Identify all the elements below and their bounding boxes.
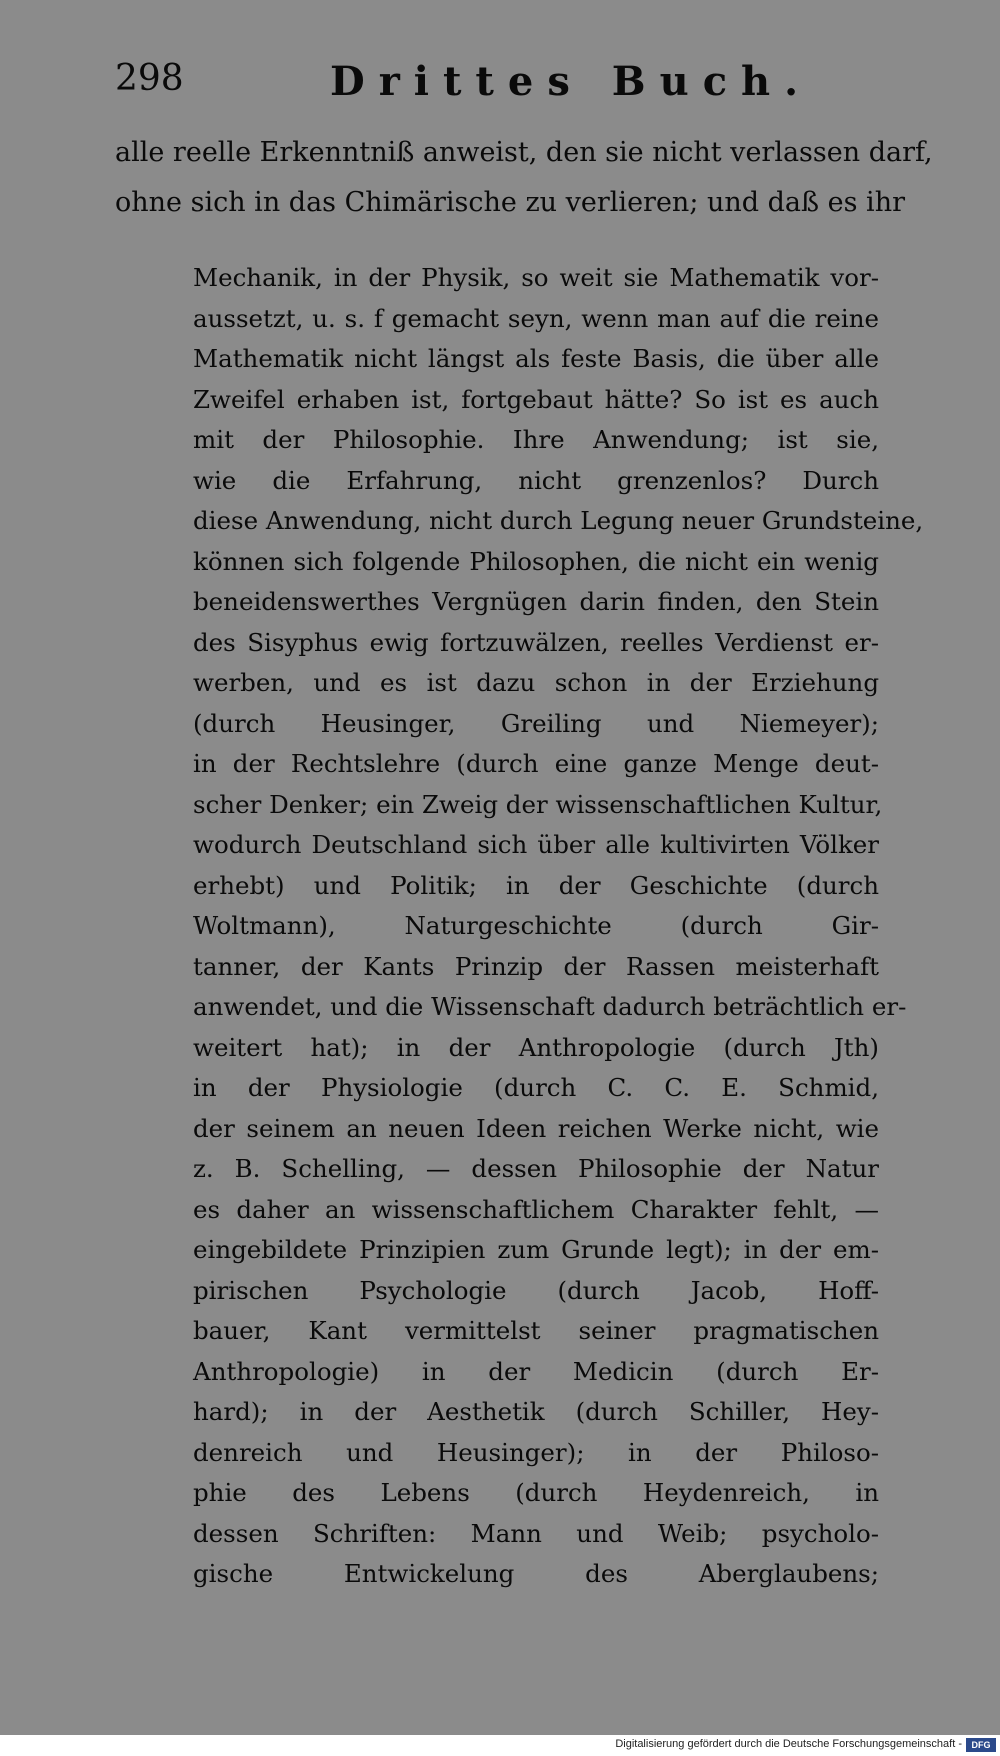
text-line: alle reelle Erkenntniß anweist, den sie nicht verlassen darf, xyxy=(115,137,933,168)
indented-text-block xyxy=(193,258,924,1595)
text-line: (durch Heusinger, Greiling und Niemeyer); xyxy=(193,708,879,738)
text-line: können sich folgende Philosophen, die nicht ein wenig xyxy=(193,546,879,576)
text-line: eingebildete Prinzipien zum Grunde legt); in der em- xyxy=(193,1235,879,1264)
text-line: Woltmann), Naturgeschichte (durch Gir- xyxy=(193,911,879,940)
text-line: z. B. Schelling, — dessen Philosophie der Natur xyxy=(193,1154,879,1183)
text-line: aussetzt, u. s. f gemacht seyn, wenn man auf die reine xyxy=(193,303,879,333)
text-line: diese Anwendung, nicht durch Legung neuer Grundsteine, xyxy=(193,506,924,535)
text-line: ohne sich in das Chimärische zu verlieren; und daß es ihr xyxy=(115,187,905,218)
text-line: bauer, Kant vermittelst seiner pragmatischen xyxy=(193,1316,879,1345)
text-line: anwendet, und die Wissenschaft dadurch beträchtlich er- xyxy=(193,992,907,1021)
text-line: beneidenswerthes Vergnügen darin finden, den Stein xyxy=(193,587,879,616)
text-line: es daher an wissenschaftlichem Charakter fehlt, — xyxy=(193,1194,879,1224)
text-line: hard); in der Aesthetik (durch Schiller, Hey- xyxy=(193,1397,879,1426)
text-line: in der Rechtslehre (durch eine ganze Menge deut- xyxy=(193,749,879,778)
text-line: erhebt) und Politik; in der Geschichte (durch xyxy=(193,870,879,900)
text-line: phie des Lebens (durch Heydenreich, in xyxy=(193,1478,879,1507)
page-header xyxy=(115,58,875,108)
text-line: mit der Philosophie. Ihre Anwendung; ist sie, xyxy=(193,425,879,454)
text-line: wodurch Deutschland sich über alle kultivirten Völker xyxy=(193,830,879,859)
text-line: gische Entwickelung des Aberglaubens; xyxy=(193,1559,879,1588)
text-line: des Sisyphus ewig fortzuwälzen, reelles Verdienst er- xyxy=(193,627,879,657)
running-head: Drittes Buch. xyxy=(330,58,813,105)
text-line: dessen Schriften: Mann und Weib; psycholo- xyxy=(193,1518,879,1548)
text-line: Anthropologie) in der Medicin (durch Er- xyxy=(193,1356,879,1386)
text-line: Mathematik nicht längst als feste Basis, die über alle xyxy=(193,344,879,373)
text-line: in der Physiologie (durch C. C. E. Schmid, xyxy=(193,1073,879,1102)
dfg-logo: DFG xyxy=(966,1738,996,1752)
text-line: Zweifel erhaben ist, fortgebaut hätte? So ist es auch xyxy=(193,384,879,414)
text-line: weitert hat); in der Anthropologie (durch Jth) xyxy=(193,1032,879,1062)
text-line: denreich und Heusinger); in der Philoso- xyxy=(193,1437,879,1467)
page-number: 298 xyxy=(115,58,184,99)
text-line: der seinem an neuen Ideen reichen Werke nicht, wie xyxy=(193,1113,879,1143)
text-line: Mechanik, in der Physik, so weit sie Mathematik vor- xyxy=(193,263,879,292)
text-line: werben, und es ist dazu schon in der Erziehung xyxy=(193,668,879,697)
continued-text-block xyxy=(115,128,933,228)
text-line: wie die Erfahrung, nicht grenzenlos? Durch xyxy=(193,465,879,495)
text-line: tanner, der Kants Prinzip der Rassen meisterhaft xyxy=(193,951,879,981)
funding-credit: Digitalisierung gefördert durch die Deutsche Forschungsgemeinschaft - xyxy=(615,1738,962,1750)
text-line: pirischen Psychologie (durch Jacob, Hoff- xyxy=(193,1275,879,1305)
text-line: scher Denker; ein Zweig der wissenschaftlichen Kultur, xyxy=(193,789,883,819)
